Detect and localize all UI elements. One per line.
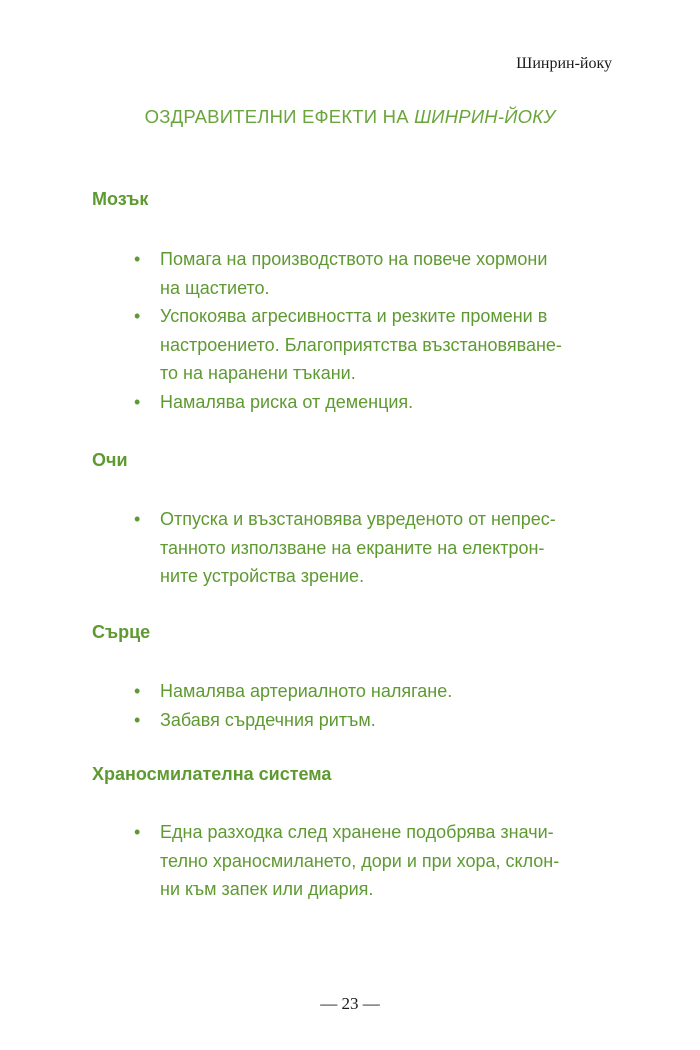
title-italic: ШИНРИН-ЙОКУ xyxy=(414,106,556,127)
section-heading-eyes: Очи xyxy=(92,450,128,470)
item-line: Помага на производството на повече хормони xyxy=(160,249,548,269)
item-line: Намалява артериалното налягане. xyxy=(160,681,453,701)
bullet: • xyxy=(134,681,141,701)
list-item xyxy=(0,706,452,735)
item-line: телно храносмилането, дори и при хора, склон- xyxy=(160,850,560,871)
item-line: Отпуска и възстановява увреденото от непрес- xyxy=(160,509,556,529)
item-line: Една разходка след хранене подобрява значи- xyxy=(160,822,554,842)
page-title xyxy=(0,106,700,128)
title-prefix: ОЗДРАВИТЕЛНИ ЕФЕКТИ НА xyxy=(144,106,415,127)
page-number: — 23 — xyxy=(320,994,380,1013)
section-heading-brain: Мозък xyxy=(92,189,149,209)
item-line: то на наранени тъкани. xyxy=(160,363,356,383)
bullet: • xyxy=(134,509,141,529)
bullet: • xyxy=(134,822,141,842)
list-item xyxy=(0,677,452,706)
section-list-heart xyxy=(0,677,452,734)
item-line: на щастието. xyxy=(160,277,270,298)
item-line: ните устройства зрение. xyxy=(160,566,365,586)
item-line: Намалява риска от деменция. xyxy=(160,391,414,412)
section-list-digestive xyxy=(0,818,559,904)
list-item xyxy=(0,388,562,417)
list-item xyxy=(0,302,562,388)
section-list-eyes xyxy=(0,505,556,591)
running-head: Шинрин-йоку xyxy=(516,55,612,72)
bullet: • xyxy=(134,306,141,326)
item-line: Забавя сърдечния ритъм. xyxy=(160,709,376,730)
section-heading-digestive: Храносмилателна система xyxy=(92,764,332,784)
item-line: настроението. Благоприятства възстановяване- xyxy=(160,334,562,355)
item-line: ни към запек или диария. xyxy=(160,879,374,899)
bullet: • xyxy=(134,709,141,730)
section-heading-heart: Сърце xyxy=(92,622,151,642)
list-item xyxy=(0,818,559,904)
bullet: • xyxy=(134,249,141,269)
list-item xyxy=(0,245,562,302)
item-line: Успокоява агресивността и резките промени в xyxy=(160,306,548,326)
bullet: • xyxy=(134,391,141,412)
item-line: танното използване на екраните на електрон- xyxy=(160,537,545,558)
list-item xyxy=(0,505,556,591)
section-list-brain xyxy=(0,245,562,416)
